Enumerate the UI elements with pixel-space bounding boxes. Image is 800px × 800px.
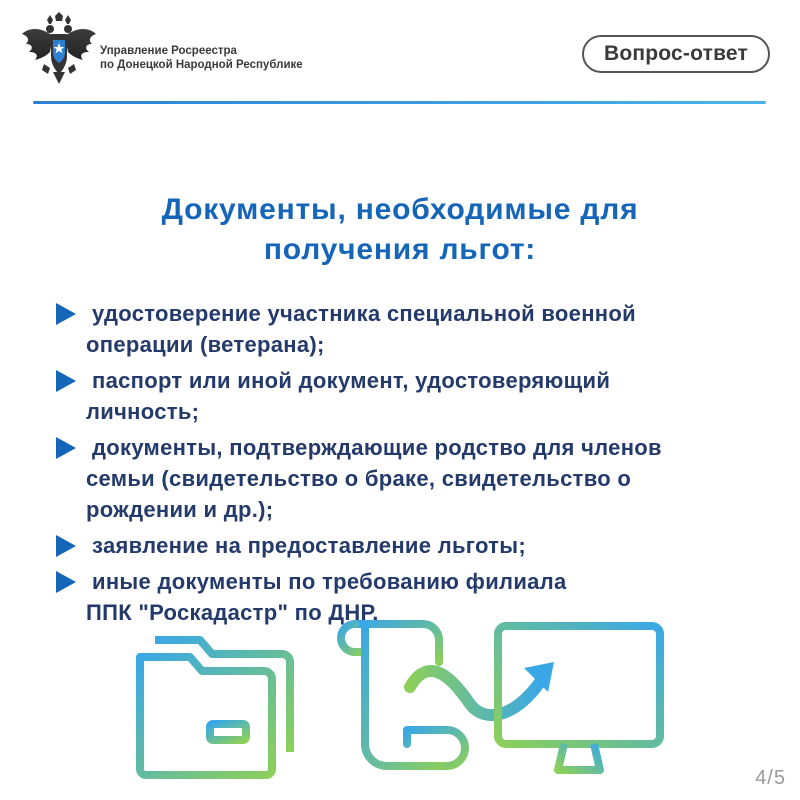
list-item-text: семьи (свидетельство о браке, свидетельство о — [86, 466, 632, 491]
triangle-bullet-icon — [56, 370, 76, 392]
list-item — [56, 432, 776, 525]
organization-name-line-2: по Донецкой Народной Республике — [100, 59, 303, 71]
triangle-bullet-icon — [56, 571, 76, 593]
folder-icon — [140, 640, 290, 775]
list-item — [56, 365, 776, 427]
triangle-bullet-icon — [56, 303, 76, 325]
triangle-bullet-icon — [56, 437, 76, 459]
list-item — [56, 530, 776, 561]
documents-list — [56, 298, 776, 633]
list-item — [56, 298, 776, 360]
list-item-text: иные документы по требованию филиала — [92, 569, 567, 594]
list-item-text: рождении и др.); — [86, 497, 274, 522]
scroll-document-icon — [341, 624, 465, 766]
organization-name — [100, 44, 303, 72]
page-title-line-1: Документы, необходимые для — [161, 193, 639, 226]
list-item-text: документы, подтверждающие родство для членов — [92, 435, 662, 460]
eagle-emblem-logo — [20, 12, 98, 88]
list-item-text: удостоверение участника специальной военной — [92, 301, 636, 326]
qa-badge: Вопрос-ответ — [582, 35, 770, 73]
transfer-arrow-icon — [410, 662, 554, 715]
page-title — [0, 190, 800, 270]
list-item-text: ППК "Роскадастр" по ДНР. — [86, 600, 379, 625]
header — [0, 0, 800, 110]
triangle-bullet-icon — [56, 535, 76, 557]
list-item-text: личность; — [86, 399, 200, 424]
organization-name-line-1: Управление Росреестра — [100, 45, 237, 57]
page-indicator: 4/5 — [755, 767, 786, 789]
illustration — [120, 612, 680, 782]
header-divider — [33, 101, 766, 104]
list-item-text: паспорт или иной документ, удостоверяющий — [92, 368, 611, 393]
list-item-text: операции (ветерана); — [86, 332, 325, 357]
list-item-text: заявление на предоставление льготы; — [92, 533, 526, 558]
page-title-line-2: получения льгот: — [263, 233, 537, 266]
